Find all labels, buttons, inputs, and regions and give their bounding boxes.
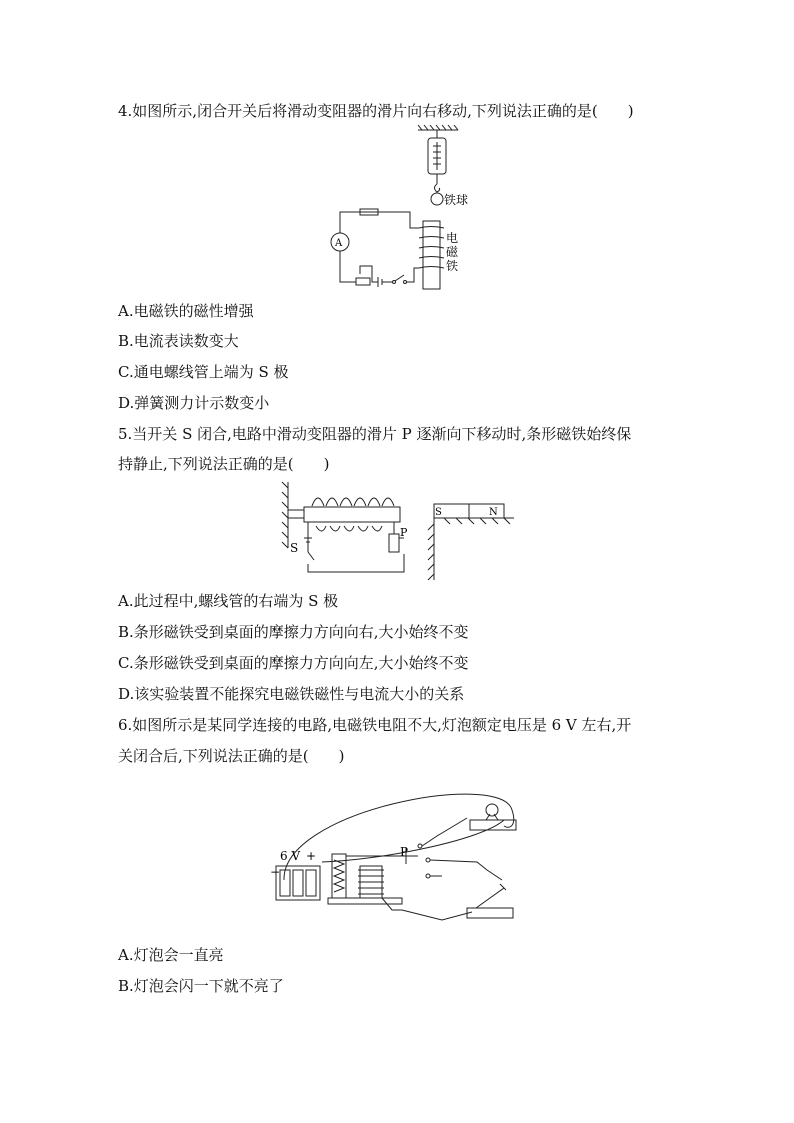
q4-stem: 4.如图所示,闭合开关后将滑动变阻器的滑片向右移动,下列说法正确的是( ) (118, 102, 634, 120)
q6-option-a: A.灯泡会一直亮 (118, 946, 224, 964)
q4-option-d: D.弹簧测力计示数变小 (118, 394, 270, 412)
q4-option-c: C.通电螺线管上端为 S 极 (118, 363, 289, 381)
q6-figure (262, 780, 534, 930)
q4-option-b: B.电流表读数变大 (118, 332, 239, 350)
pole-n-label: N (489, 507, 498, 518)
battery-minus: − (270, 865, 281, 879)
q6-stem-line2: 关闭合后,下列说法正确的是( ) (118, 747, 345, 765)
q4-figure (300, 124, 500, 294)
contact-label: P (400, 845, 409, 859)
battery-plus: + (306, 849, 317, 863)
q5-option-c: C.条形磁铁受到桌面的摩擦力方向向左,大小始终不变 (118, 654, 469, 672)
q6-stem-line1: 6.如图所示是某同学连接的电路,电磁铁电阻不大,灯泡额定电压是 6 V 左右,开 (118, 716, 632, 734)
slider-label: P (400, 526, 408, 539)
magnet-label-3: 铁 (446, 259, 459, 273)
q4-option-a: A.电磁铁的磁性增强 (118, 302, 254, 320)
magnet-label-2: 磁 (446, 245, 459, 259)
battery-label: 6 V (280, 849, 301, 863)
q5-figure (276, 480, 521, 585)
magnet-label-1: 电 (446, 231, 459, 245)
q5-option-b: B.条形磁铁受到桌面的摩擦力方向向右,大小始终不变 (118, 623, 469, 641)
pole-s-label: S (435, 507, 442, 518)
q5-stem-line1: 5.当开关 S 闭合,电路中滑动变阻器的滑片 P 逐渐向下移动时,条形磁铁始终保 (118, 425, 632, 443)
q5-option-a: A.此过程中,螺线管的右端为 S 极 (118, 592, 339, 610)
q5-option-d: D.该实验装置不能探究电磁铁磁性与电流大小的关系 (118, 685, 465, 703)
switch-label: S (290, 541, 299, 555)
q5-stem-line2: 持静止,下列说法正确的是( ) (118, 455, 330, 473)
ball-label: 铁球 (444, 193, 469, 207)
ammeter-label: A (335, 238, 343, 249)
q6-option-b: B.灯泡会闪一下就不亮了 (118, 977, 284, 995)
